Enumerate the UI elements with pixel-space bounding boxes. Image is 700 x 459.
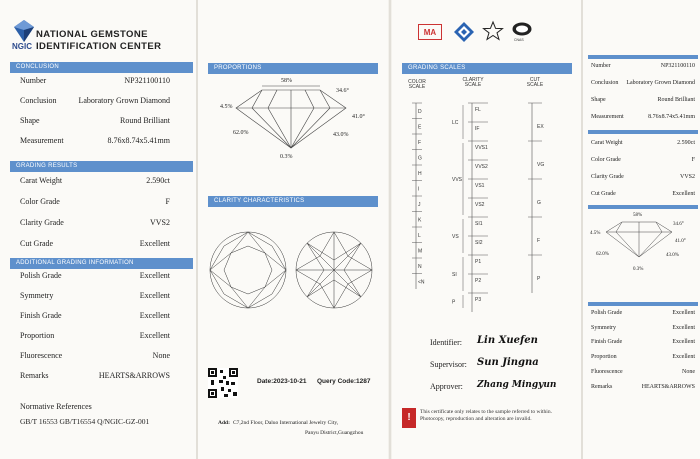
clarity-grade-label: VVS2: [475, 164, 488, 170]
clarity-group-label: VS: [452, 234, 459, 240]
table-percent: 58%: [281, 78, 292, 84]
summary-info-value: NP321100110: [660, 63, 695, 69]
summary-additional-row: [583, 384, 695, 394]
crown-view-diagram: [208, 230, 288, 310]
accreditation-icon: [454, 22, 474, 42]
cut-scale-head: CUT SCALE: [526, 77, 544, 88]
additional-value: None: [152, 351, 170, 360]
address-line1: C7,2nd Floor, Daluo International Jewelry City,: [233, 420, 339, 426]
grading-label: Color Grade: [20, 197, 60, 206]
summary-additional-value: None: [682, 368, 695, 375]
cnas-logo-icon: [512, 22, 532, 36]
summary-additional-value: HEARTS&ARROWS: [641, 383, 695, 390]
pavilion-angle: 41.0°: [352, 114, 365, 120]
summary-top-bar: [588, 55, 698, 59]
grading-row: [0, 218, 170, 228]
pavilion-depth: 43.0%: [333, 132, 349, 138]
color-grade-label: <N: [418, 279, 425, 286]
summary-additional-label: Polish Grade: [591, 310, 623, 316]
pavilion-view-diagram: [294, 230, 374, 310]
additional-label: Finish Grade: [20, 311, 62, 320]
crown-angle: 34.6°: [336, 88, 349, 94]
additional-value: Excellent: [139, 311, 170, 320]
warning-icon: !: [402, 408, 416, 428]
ngic-logo-icon: [14, 20, 34, 42]
summary-info-label: Measurement: [591, 114, 624, 120]
summary-additional-value: Excellent: [672, 310, 695, 316]
summary-additional-row: [583, 354, 695, 364]
section-header-additional: ADDITIONAL GRADING INFORMATION: [10, 258, 193, 269]
summary-info-row: [583, 97, 695, 107]
summary-table-percent: 58%: [633, 213, 643, 218]
clarity-group-label: P: [452, 299, 456, 306]
summary-grade-value: VVS2: [679, 174, 695, 180]
section-header-grading: GRADING RESULTS: [10, 161, 193, 172]
summary-crown-height: 4.5%: [590, 231, 601, 236]
summary-additional-row: [583, 369, 695, 379]
approver-label: Approver:: [430, 382, 463, 391]
color-grade-label: I: [418, 186, 420, 193]
summary-bar-2: [588, 130, 698, 134]
identifier-label: Identifier:: [430, 338, 462, 347]
conclusion-label: Number: [20, 76, 47, 85]
section-header-clarity-characteristics: CLARITY CHARACTERISTICS: [208, 196, 378, 207]
conclusion-value: Round Brilliant: [120, 116, 170, 125]
clarity-scale-head: CLARITY SCALE: [462, 77, 484, 88]
section-header-proportions: PROPORTIONS: [208, 63, 378, 74]
conclusion-row: [0, 76, 170, 86]
additional-row: [0, 331, 170, 341]
summary-info-label: Number: [591, 63, 611, 69]
conclusion-value: NP321100110: [124, 76, 170, 85]
grading-label: Cut Grade: [20, 239, 54, 248]
color-grade-label: G: [418, 155, 422, 162]
color-grade-label: N: [418, 264, 422, 270]
clarity-grade-label: SI1: [475, 221, 483, 227]
grading-value: VVS2: [149, 218, 170, 227]
summary-pavilion-angle: 41.0°: [675, 239, 686, 244]
cut-grade-label: P: [537, 276, 541, 282]
culet-size: 0.3%: [280, 154, 293, 160]
summary-grade-row: [583, 174, 695, 184]
summary-info-row: [583, 80, 695, 90]
summary-proportion-diagram: [604, 218, 674, 260]
clarity-grade-label: P1: [475, 259, 482, 265]
summary-info-value: Round Brilliant: [657, 97, 695, 103]
conclusion-value: 8.76x8.74x5.41mm: [107, 136, 170, 145]
grading-row: [0, 197, 170, 207]
summary-additional-label: Proportion: [591, 354, 617, 361]
grading-scales-chart: [392, 95, 582, 306]
clarity-grade-label: P3: [475, 297, 482, 303]
summary-additional-label: Remarks: [591, 383, 613, 390]
summary-grade-label: Clarity Grade: [591, 174, 624, 180]
summary-grade-row: [583, 191, 695, 201]
supervisor-signature: Sun Jingna: [477, 357, 539, 368]
proportion-diagram: [232, 84, 350, 154]
summary-additional-label: Finish Grade: [591, 339, 623, 346]
disclaimer-text: This certificate only relates to the sample referred to within. Photocopy, reproduction and alteration are invalid.: [420, 409, 552, 422]
normative-title: Normative References: [20, 402, 92, 411]
additional-row: [0, 351, 170, 361]
org-title-line1: NATIONAL GEMSTONE: [36, 29, 148, 40]
additional-label: Fluorescence: [20, 351, 63, 360]
summary-additional-label: Symmetry: [591, 324, 616, 331]
address-label: Add:: [218, 420, 230, 426]
summary-culet: 0.3%: [633, 267, 644, 272]
summary-info-value: 8.76x8.74x5.41mm: [648, 114, 695, 120]
summary-additional-row: [583, 339, 695, 349]
summary-pavilion-depth: 43.0%: [666, 253, 679, 258]
summary-grade-row: [583, 140, 695, 150]
org-title-line2: IDENTIFICATION CENTER: [36, 41, 162, 52]
supervisor-label: Supervisor:: [430, 360, 467, 369]
conclusion-label: Conclusion: [20, 96, 57, 105]
additional-row: [0, 371, 170, 381]
color-scale-head: COLOR SCALE: [408, 79, 426, 90]
color-grade-label: L: [418, 233, 421, 239]
additional-value: Excellent: [139, 271, 170, 280]
clarity-group-label: SI: [452, 272, 457, 278]
conclusion-row: [0, 116, 170, 126]
summary-crown-angle: 34.6°: [673, 222, 684, 227]
query-code: Query Code:1287: [317, 378, 371, 385]
grading-label: Carat Weight: [20, 176, 63, 185]
additional-label: Proportion: [20, 331, 55, 340]
qr-code-icon: [208, 368, 238, 398]
color-grade-label: J: [418, 202, 421, 208]
clarity-group-label: LC: [452, 120, 459, 126]
conclusion-row: [0, 96, 170, 106]
color-grade-label: M: [418, 248, 423, 255]
clarity-grade-label: IF: [475, 126, 480, 132]
summary-info-row: [583, 63, 695, 73]
clarity-grade-label: P2: [475, 278, 482, 284]
summary-grade-label: Cut Grade: [591, 191, 616, 197]
cut-grade-label: EX: [537, 124, 544, 130]
identifier-signature: Lin Xuefen: [477, 335, 538, 346]
ngic-logo-text: NGIC: [12, 42, 32, 51]
approver-signature: Zhang Mingyun: [477, 380, 557, 390]
additional-row: [0, 271, 170, 281]
color-grade-label: F: [418, 140, 422, 146]
conclusion-value: Laboratory Grown Diamond: [78, 96, 170, 105]
issue-date: Date:2023-10-21: [257, 378, 307, 385]
cut-grade-label: G: [537, 200, 541, 206]
star-badge-icon: [483, 21, 503, 41]
color-grade-label: E: [418, 124, 422, 131]
clarity-grade-label: VS1: [475, 183, 485, 189]
address-line2: Panyu District,Guangzhou: [305, 430, 364, 436]
summary-grade-label: Carat Weight: [591, 140, 623, 146]
additional-value: Excellent: [139, 291, 170, 300]
additional-row: [0, 291, 170, 301]
grading-value: F: [165, 197, 170, 206]
summary-additional-row: [583, 325, 695, 335]
grading-row: [0, 239, 170, 249]
clarity-grade-label: SI2: [475, 240, 483, 246]
summary-additional-value: Excellent: [672, 354, 695, 361]
section-header-conclusion: CONCLUSION: [10, 62, 193, 73]
total-depth: 62.0%: [233, 130, 249, 136]
summary-bar-3: [588, 205, 698, 209]
additional-value: Excellent: [139, 331, 170, 340]
fold-line: [389, 0, 391, 459]
summary-grade-value: F: [691, 157, 695, 163]
section-header-grading-scales: GRADING SCALES: [402, 63, 572, 74]
clarity-grade-label: FL: [475, 107, 481, 113]
additional-label: Polish Grade: [20, 271, 62, 280]
summary-additional-label: Fluorescence: [591, 368, 623, 375]
cma-logo: MA: [418, 24, 442, 40]
cut-grade-label: VG: [537, 162, 545, 168]
summary-grade-row: [583, 157, 695, 167]
summary-total-depth: 62.0%: [596, 252, 609, 257]
grading-label: Clarity Grade: [20, 218, 64, 227]
summary-info-label: Shape: [591, 97, 606, 103]
crown-height: 4.5%: [220, 104, 233, 110]
summary-info-value: Laboratory Grown Diamond: [626, 80, 695, 86]
clarity-grade-label: VS2: [475, 202, 485, 208]
color-grade-label: D: [418, 109, 422, 115]
color-grade-label: H: [418, 171, 422, 177]
summary-grade-value: Excellent: [672, 191, 695, 197]
additional-label: Symmetry: [20, 291, 54, 300]
conclusion-row: [0, 136, 170, 146]
grading-row: [0, 176, 170, 186]
summary-bar-4: [588, 302, 698, 306]
conclusion-label: Measurement: [20, 136, 64, 145]
conclusion-label: Shape: [20, 116, 40, 125]
normative-refs: GB/T 16553 GB/T16554 Q/NGIC-GZ-001: [20, 417, 150, 426]
additional-value: HEARTS&ARROWS: [98, 371, 170, 380]
summary-additional-value: Excellent: [672, 324, 695, 331]
summary-info-label: Conclusion: [591, 80, 619, 86]
summary-additional-value: Excellent: [672, 339, 695, 346]
summary-grade-label: Color Grade: [591, 157, 621, 163]
summary-info-row: [583, 114, 695, 124]
clarity-grade-label: VVS1: [475, 145, 488, 151]
cut-grade-label: F: [537, 238, 541, 244]
grading-value: 2.590ct: [146, 176, 170, 185]
grading-value: Excellent: [139, 239, 170, 248]
summary-additional-row: [583, 310, 695, 320]
cnas-label: CNAS: [514, 38, 524, 42]
clarity-group-label: VVS: [452, 177, 463, 183]
summary-grade-value: 2.590ct: [677, 140, 695, 146]
additional-row: [0, 311, 170, 321]
additional-label: Remarks: [20, 371, 49, 380]
color-grade-label: K: [418, 217, 422, 224]
